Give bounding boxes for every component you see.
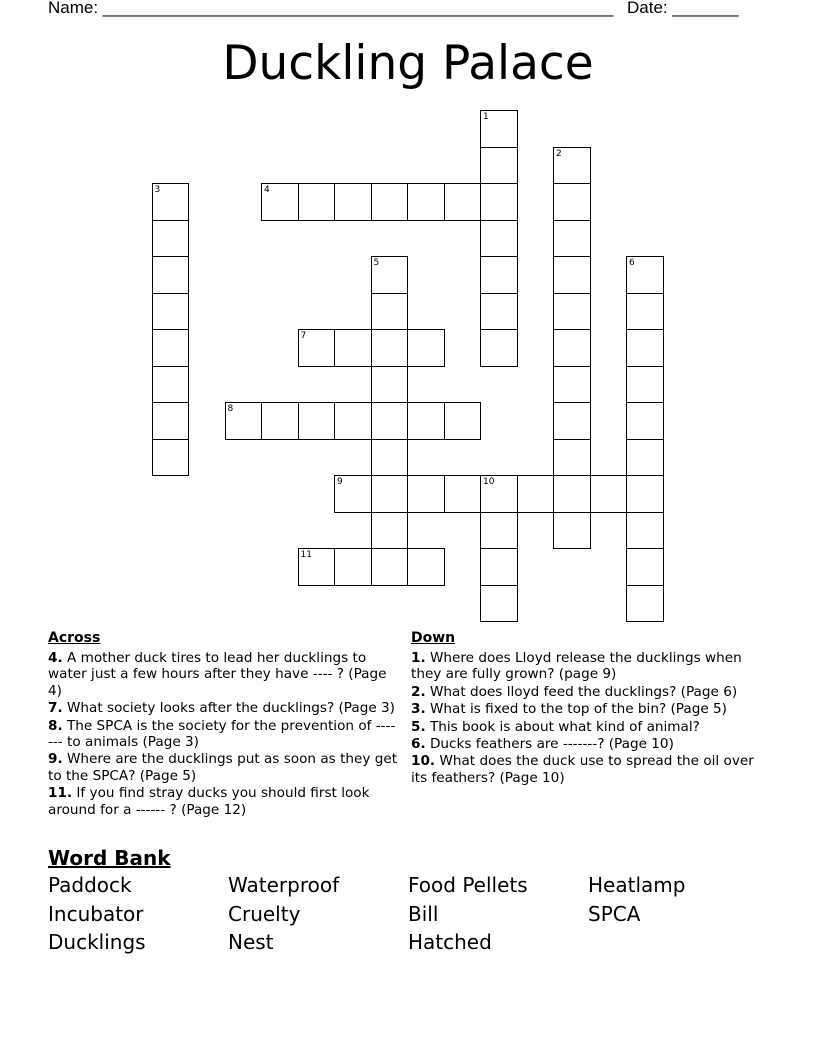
clue-across-9: 9. Where are the ducklings put as soon as they get to the SPCA? (Page 5) [48, 751, 398, 784]
crossword-cell[interactable] [298, 402, 336, 440]
crossword-cell[interactable] [480, 548, 518, 586]
clue-across-8: 8. The SPCA is the society for the prevention of ------- to animals (Page 3) [48, 717, 396, 751]
crossword-cell[interactable] [371, 293, 409, 331]
crossword-cell[interactable] [371, 475, 409, 513]
crossword-cell[interactable] [480, 585, 518, 623]
crossword-cell[interactable] [626, 548, 664, 586]
crossword-cell[interactable] [553, 293, 591, 331]
crossword-cell[interactable] [553, 439, 591, 477]
crossword-cell[interactable] [480, 329, 518, 367]
crossword-cell[interactable] [334, 402, 372, 440]
date-field-label: Date: _______ [627, 0, 739, 17]
crossword-cell[interactable] [407, 329, 445, 367]
crossword-cell[interactable] [553, 475, 591, 513]
crossword-cell[interactable] [590, 475, 628, 513]
crossword-cell[interactable] [444, 402, 482, 440]
crossword-cell[interactable] [626, 402, 664, 440]
crossword-cell[interactable] [371, 548, 409, 586]
crossword-cell[interactable] [553, 147, 591, 185]
crossword-cell[interactable] [480, 512, 518, 550]
crossword-cell[interactable] [480, 293, 518, 331]
crossword-cell[interactable] [152, 183, 190, 221]
crossword-cell[interactable] [480, 475, 518, 513]
word-bank-item: Cruelty [228, 902, 301, 926]
crossword-cell[interactable] [626, 329, 664, 367]
name-field-label: Name: ______________________________________________________ [48, 0, 614, 17]
clue-across-11: 11. If you find stray ducks you should first look around for a ------ ? (Page 12) [48, 785, 370, 818]
crossword-cell[interactable] [152, 439, 190, 477]
crossword-cell[interactable] [626, 293, 664, 331]
word-bank-item: Incubator [48, 902, 144, 926]
clue-across-4: 4. A mother duck tires to lead her ducklings to water just a few hours after they have ---- ? (Page 4) [48, 650, 387, 699]
crossword-cell[interactable] [261, 402, 299, 440]
across-heading: Across [48, 630, 101, 646]
crossword-cell[interactable] [407, 548, 445, 586]
clue-number: 8 [227, 404, 234, 414]
crossword-cell[interactable] [152, 402, 190, 440]
crossword-cell[interactable] [334, 329, 372, 367]
crossword-cell[interactable] [407, 475, 445, 513]
crossword-cell[interactable] [626, 366, 664, 404]
across-clues [48, 630, 398, 819]
crossword-cell[interactable] [334, 475, 372, 513]
crossword-cell[interactable] [480, 147, 518, 185]
clue-across-7: 7. What society looks after the ducklings? (Page 3) [48, 700, 395, 717]
crossword-cell[interactable] [553, 220, 591, 258]
crossword-cell[interactable] [371, 512, 409, 550]
word-bank-item: Bill [408, 902, 439, 926]
clue-down-1: 1. Where does Lloyd release the ducklings when they are fully grown? (page 9) [411, 650, 742, 683]
clue-down-10: 10. What does the duck use to spread the oil over its feathers? (Page 10) [411, 753, 754, 786]
crossword-cell[interactable] [152, 366, 190, 404]
word-bank-item: Ducklings [48, 930, 146, 954]
clue-number: 2 [556, 148, 562, 159]
crossword-cell[interactable] [371, 366, 409, 404]
crossword-cell[interactable] [407, 402, 445, 440]
crossword-cell[interactable] [517, 475, 555, 513]
clue-number: 1 [483, 112, 489, 122]
crossword-cell[interactable] [225, 402, 263, 440]
crossword-cell[interactable] [626, 475, 664, 513]
crossword-cell[interactable] [553, 402, 591, 440]
crossword-cell[interactable] [553, 366, 591, 404]
clue-down-3: 3. What is fixed to the top of the bin? (Page 5) [411, 701, 727, 718]
clue-number: 5 [373, 258, 380, 268]
clue-number: 10 [483, 477, 495, 487]
crossword-cell[interactable] [152, 329, 190, 367]
crossword-cell[interactable] [553, 183, 591, 221]
crossword-cell[interactable] [626, 439, 664, 477]
clue-number: 3 [154, 185, 161, 195]
word-bank-item: Waterproof [228, 873, 340, 897]
clue-down-2: 2. What does lloyd feed the ducklings? (Page 6) [411, 683, 738, 700]
crossword-cell[interactable] [152, 256, 190, 294]
crossword-cell[interactable] [553, 512, 591, 550]
down-heading: Down [411, 630, 456, 646]
crossword-cell[interactable] [298, 183, 336, 221]
crossword-cell[interactable] [480, 220, 518, 258]
crossword-cell[interactable] [334, 183, 372, 221]
clue-number: 11 [300, 550, 312, 560]
crossword-cell[interactable] [480, 183, 518, 221]
crossword-cell[interactable] [152, 293, 190, 331]
down-clues [411, 630, 761, 787]
clue-number: 4 [264, 185, 270, 195]
crossword-cell[interactable] [626, 512, 664, 550]
clue-down-6: 6. Ducks feathers are -------? (Page 10) [411, 736, 674, 753]
crossword-cell[interactable] [261, 183, 299, 221]
crossword-cell[interactable] [626, 256, 664, 294]
word-bank-item: Hatched [408, 930, 492, 954]
crossword-cell[interactable] [298, 329, 336, 367]
word-bank-item: Food Pellets [408, 873, 528, 897]
crossword-cell[interactable] [444, 183, 482, 221]
word-bank-title: Word Bank [48, 846, 171, 870]
crossword-cell[interactable] [553, 329, 591, 367]
crossword-cell[interactable] [371, 329, 409, 367]
crossword-cell[interactable] [371, 256, 409, 294]
crossword-cell[interactable] [371, 402, 409, 440]
word-bank-item: Nest [228, 930, 274, 954]
crossword-cell[interactable] [480, 110, 518, 148]
clue-number: 7 [300, 331, 307, 341]
crossword-cell[interactable] [298, 548, 336, 586]
crossword-cell[interactable] [334, 548, 372, 586]
crossword-cell[interactable] [371, 183, 409, 221]
clue-number: 9 [337, 477, 343, 487]
page-title: Duckling Palace [222, 36, 594, 91]
clue-number: 6 [629, 258, 635, 268]
word-bank-item: Heatlamp [588, 873, 686, 897]
crossword-cell[interactable] [626, 585, 664, 623]
crossword-cell[interactable] [407, 183, 445, 221]
crossword-cell[interactable] [371, 439, 409, 477]
crossword-cell[interactable] [553, 256, 591, 294]
clue-down-5: 5. This book is about what kind of animal? [411, 718, 700, 735]
word-bank-item: SPCA [588, 902, 641, 926]
word-bank-item: Paddock [48, 873, 132, 897]
crossword-cell[interactable] [444, 475, 482, 513]
crossword-cell[interactable] [480, 256, 518, 294]
crossword-cell[interactable] [152, 220, 190, 258]
